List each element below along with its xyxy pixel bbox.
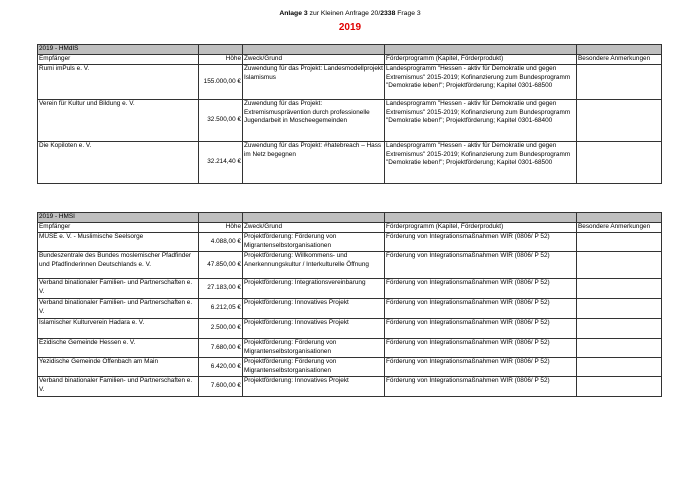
- table-row: [38, 299, 662, 319]
- program-cell: Förderung von Integrationsmaßnahmen WIR (0806/ P 52): [385, 252, 577, 279]
- remarks-cell: [577, 279, 662, 299]
- purpose-cell: Projektförderung: Willkommens- und Anerkennungskultur / Interkulturelle Öffnung: [243, 252, 385, 279]
- amount-cell: 32.500,00 €: [199, 100, 243, 142]
- col-purpose: Zweck/Grund: [243, 223, 385, 233]
- section-title: 2019 - HMdIS: [38, 45, 199, 55]
- program-cell: Landesprogramm "Hessen - aktiv für Demokratie und gegen Extremismus" 2015-2019; Kofinanzierung zum Bundesprogramm "Demokratie leben!"; Projektförderung; Kapitel 0301-68500: [385, 142, 577, 184]
- program-cell: Förderung von Integrationsmaßnahmen WIR (0806/ P 52): [385, 299, 577, 319]
- col-amount: Höhe: [199, 55, 243, 65]
- recipient-cell: Verband binationaler Familien- und Partnerschaften e. V.: [38, 377, 199, 397]
- amount-cell: 155.000,00 €: [199, 65, 243, 100]
- amount-cell: 6.212,05 €: [199, 299, 243, 319]
- remarks-cell: [577, 319, 662, 339]
- purpose-cell: Projektförderung: Innovatives Projekt: [243, 377, 385, 397]
- col-remarks: Besondere Anmerkungen: [577, 223, 662, 233]
- table-row: [38, 377, 662, 397]
- funding-table-hmsi: [37, 212, 662, 397]
- recipient-cell: Die Kopiloten e. V.: [38, 142, 199, 184]
- recipient-cell: Verband binationaler Familien- und Partnerschaften e. V.: [38, 299, 199, 319]
- purpose-cell: Zuwendung für das Projekt: Extremismusprävention durch professionelle Jugendarbeit in Moscheegemeinden: [243, 100, 385, 142]
- purpose-cell: Projektförderung: Förderung von Migrantenselbstorganisationen: [243, 233, 385, 252]
- remarks-cell: [577, 65, 662, 100]
- question-text: Frage 3: [395, 10, 421, 17]
- section-title: 2019 - HMSI: [38, 213, 199, 223]
- recipient-cell: Yezidische Gemeinde Offenbach am Main: [38, 358, 199, 377]
- attachment-label: Anlage 3: [279, 10, 308, 17]
- amount-cell: 7.600,00 €: [199, 377, 243, 397]
- purpose-cell: Zuwendung für das Projekt: #hatebreach – Hass im Netz begegnen: [243, 142, 385, 184]
- purpose-cell: Zuwendung für das Projekt: Landesmodellprojekt Islamismus: [243, 65, 385, 100]
- remarks-cell: [577, 100, 662, 142]
- remarks-cell: [577, 358, 662, 377]
- amount-cell: 7.680,00 €: [199, 339, 243, 358]
- table-row: [38, 279, 662, 299]
- program-cell: Förderung von Integrationsmaßnahmen WIR (0806/ P 52): [385, 339, 577, 358]
- recipient-cell: Rumi imPuls e. V.: [38, 65, 199, 100]
- recipient-cell: Bundeszentrale des Bundes moslemischer Pfadfinder und Pfadfinderinnen Deutschlands e. V.: [38, 252, 199, 279]
- recipient-cell: Verband binationaler Familien- und Partnerschaften e. V.: [38, 279, 199, 299]
- remarks-cell: [577, 252, 662, 279]
- table-row: [38, 233, 662, 252]
- amount-cell: 6.420,00 €: [199, 358, 243, 377]
- program-cell: Förderung von Integrationsmaßnahmen WIR (0806/ P 52): [385, 233, 577, 252]
- program-cell: Landesprogramm "Hessen - aktiv für Demokratie und gegen Extremismus" 2015-2019; Kofinanzierung zum Bundesprogramm "Demokratie leben!"; Projektförderung; Kapitel 0301-68500: [385, 65, 577, 100]
- remarks-cell: [577, 339, 662, 358]
- col-recipient: Empfänger: [38, 223, 199, 233]
- program-cell: Förderung von Integrationsmaßnahmen WIR (0806/ P 52): [385, 319, 577, 339]
- col-amount: Höhe: [199, 223, 243, 233]
- section-header-row: [38, 45, 662, 55]
- purpose-cell: Projektförderung: Innovatives Projekt: [243, 299, 385, 319]
- program-cell: Landesprogramm "Hessen - aktiv für Demokratie und gegen Extremismus" 2015-2019; Kofinanzierung zum Bundesprogramm "Demokratie leben!"; Projektförderung; Kapitel 0301-68400: [385, 100, 577, 142]
- remarks-cell: [577, 299, 662, 319]
- remarks-cell: [577, 377, 662, 397]
- table-row: [38, 252, 662, 279]
- recipient-cell: Verein für Kultur und Bildung e. V.: [38, 100, 199, 142]
- remarks-cell: [577, 142, 662, 184]
- amount-cell: 2.500,00 €: [199, 319, 243, 339]
- col-program: Förderprogramm (Kapitel, Förderprodukt): [385, 55, 577, 65]
- amount-cell: 27.183,00 €: [199, 279, 243, 299]
- amount-cell: 47.850,00 €: [199, 252, 243, 279]
- purpose-cell: Projektförderung: Innovatives Projekt: [243, 319, 385, 339]
- col-program: Förderprogramm (Kapitel, Förderprodukt): [385, 223, 577, 233]
- table-row: [38, 65, 662, 100]
- recipient-cell: Ezidische Gemeinde Hessen e. V.: [38, 339, 199, 358]
- amount-cell: 4.088,00 €: [199, 233, 243, 252]
- amount-cell: 32.214,40 €: [199, 142, 243, 184]
- column-header-row: [38, 223, 662, 233]
- program-cell: Förderung von Integrationsmaßnahmen WIR (0806/ P 52): [385, 377, 577, 397]
- table-row: [38, 358, 662, 377]
- column-header-row: [38, 55, 662, 65]
- table-row: [38, 142, 662, 184]
- program-cell: Förderung von Integrationsmaßnahmen WIR (0806/ P 52): [385, 358, 577, 377]
- inquiry-text: zur Kleinen Anfrage 20/: [307, 10, 381, 17]
- recipient-cell: MUSE e. V. - Muslimische Seelsorge: [38, 233, 199, 252]
- table-row: [38, 319, 662, 339]
- inquiry-number: 2338: [380, 10, 396, 17]
- col-remarks: Besondere Anmerkungen: [577, 55, 662, 65]
- purpose-cell: Projektförderung: Förderung von Migrantenselbstorganisationen: [243, 339, 385, 358]
- section-header-row: [38, 213, 662, 223]
- remarks-cell: [577, 233, 662, 252]
- col-purpose: Zweck/Grund: [243, 55, 385, 65]
- table-row: [38, 100, 662, 142]
- funding-table-hmdis: [37, 44, 662, 184]
- purpose-cell: Projektförderung: Förderung von Migrantenselbstorganisationen: [243, 358, 385, 377]
- col-recipient: Empfänger: [38, 55, 199, 65]
- program-cell: Förderung von Integrationsmaßnahmen WIR (0806/ P 52): [385, 279, 577, 299]
- document-header: [0, 9, 700, 18]
- purpose-cell: Projektförderung: Integrationsvereinbarung: [243, 279, 385, 299]
- recipient-cell: Islamischer Kulturverein Hadara e. V.: [38, 319, 199, 339]
- year-title: 2019: [338, 22, 362, 33]
- table-row: [38, 339, 662, 358]
